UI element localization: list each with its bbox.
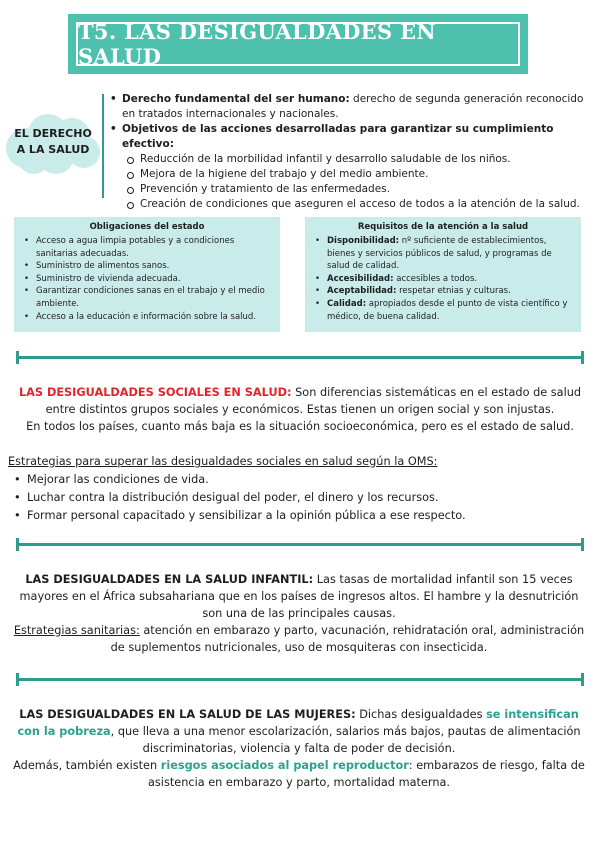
mujeres-text-d: : embarazos de riesgo, falta de asistencia en embarazo y parto, mortalidad materna. [148,759,585,789]
list-item [315,235,573,273]
list-item: • Acceso a la educación e información sobre la salud. [24,311,272,324]
list-item [108,122,594,152]
infantil-section [8,571,590,656]
item-text: respetar etnias y culturas. [396,286,511,297]
title-frame [76,19,520,69]
list-item [315,285,573,298]
cloud-label [4,126,102,158]
sub-list-item: Creación de condiciones que aseguren el acceso de todos a la atención de la salud. [108,197,594,212]
list-item: • Luchar contra la distribución desigual del poder, el dinero y los recursos. [8,489,588,507]
cloud-label-line2: A LA SALUD [16,143,90,156]
section-divider [16,678,584,681]
list-item: • Suministro de alimentos sanos. [24,260,272,273]
cloud-badge [4,112,102,176]
item-label: Calidad: [327,298,367,309]
mujeres-text-b: , que lleva a una menor escolarización, salarios más bajos, pautas de alimentación discriminatorias, violencia y falta de poder de decisión. [110,725,581,755]
list-item [315,298,573,323]
mujeres-label: LAS DESIGUALDADES EN LA SALUD DE LAS MUJERES: [19,708,356,721]
title-banner [68,14,528,74]
section-divider [16,543,584,546]
section-divider [16,356,584,359]
infantil-label: LAS DESIGUALDADES EN LA SALUD INFANTIL: [25,573,314,586]
mujeres-text-a: Dichas desigualdades [355,708,487,721]
infantil-strat-label: Estrategias sanitarias: [13,624,140,637]
sociales-label: LAS DESIGUALDADES SOCIALES EN SALUD: [18,386,292,399]
sociales-paragraph-2: En todos los países, cuanto más baja es la situación socioeconómica, pero es el estado de salud. [26,420,574,433]
objetivos-label: Objetivos de las acciones desarrolladas para garantizar su cumplimiento efectivo: [122,123,554,150]
item-label: Disponibilidad: [327,236,400,246]
infantil-paragraph [8,571,590,622]
estrategias-heading: Estrategias para superar las desigualdades sociales en salud según la OMS: [8,455,438,468]
item-text: apropiados desde el punto de vista científico y médico, de buena calidad. [327,298,568,322]
derecho-text: derecho de segunda generación reconocido en tratados internacionales y nacionales. [122,93,584,120]
mujeres-paragraph [8,706,590,757]
list-item: • Acceso a agua limpia potables y a condiciones sanitarias adecuadas. [24,235,272,260]
item-text: accesibles a todos. [393,273,478,284]
list-item: • Suministro de vivienda adecuada. [24,273,272,286]
sub-list-item: Mejora de la higiene del trabajo y del medio ambiente. [108,167,594,182]
mujeres-highlight-1: se intensifican con la pobreza [17,708,579,738]
cloud-label-line1: EL DERECHO [14,127,92,140]
sub-list-item: Reducción de la morbilidad infantil y desarrollo saludable de los niños. [108,152,594,167]
panel-title: Requisitos de la atención a la salud [357,222,529,232]
page-title: T5. LAS DESIGUALDADES EN SALUD [78,19,436,69]
list-item [315,273,573,286]
vertical-divider [102,94,104,198]
mujeres-highlight-2: riesgos asociados al papel reproductor [160,759,409,772]
list-item [108,92,594,122]
list-item: • Garantizar condiciones sanas en el trabajo y el medio ambiente. [24,285,272,310]
mujeres-paragraph-2 [8,757,590,791]
item-label: Accesibilidad: [327,273,394,284]
derecho-label: Derecho fundamental del ser humano: [122,93,350,105]
list-item: • Mejorar las condiciones de vida. [8,471,588,489]
sociales-text: Son diferencias sistemáticas en el estado de salud entre distintos grupos sociales y económicos. Estas tienen un origen social y son injustas. [45,386,582,416]
infantil-strat-text: atención en embarazo y parto, vacunación, rehidratación oral, administración de suplementos nutricionales, uso de mosquiteras con insecticida. [110,624,585,654]
sub-list-item: Prevención y tratamiento de las enfermedades. [108,182,594,197]
requisitos-panel [305,217,581,332]
derecho-list [108,92,594,212]
infantil-text: Las tasas de mortalidad infantil son 15 veces mayores en el África subsahariana que en los países de ingresos altos. El hambre y la desnutrición son una de las principales causas. [19,573,579,620]
list-item: • Formar personal capacitado y sensibilizar a la opinión pública a ese respecto. [8,507,588,525]
mujeres-text-c: Además, también existen [13,759,161,772]
mujeres-section [8,706,590,791]
panel-title: Obligaciones del estado [89,222,205,232]
infantil-strategies [8,622,590,656]
sociales-paragraph [10,384,590,418]
estrategias-section [8,453,588,525]
item-label: Aceptabilidad: [327,286,397,297]
obligaciones-panel [14,217,280,332]
sociales-section [10,384,590,435]
item-text: nº suficiente de establecimientos, bienes y servicios públicos de salud, y programas de salud de calidad. [327,236,552,272]
